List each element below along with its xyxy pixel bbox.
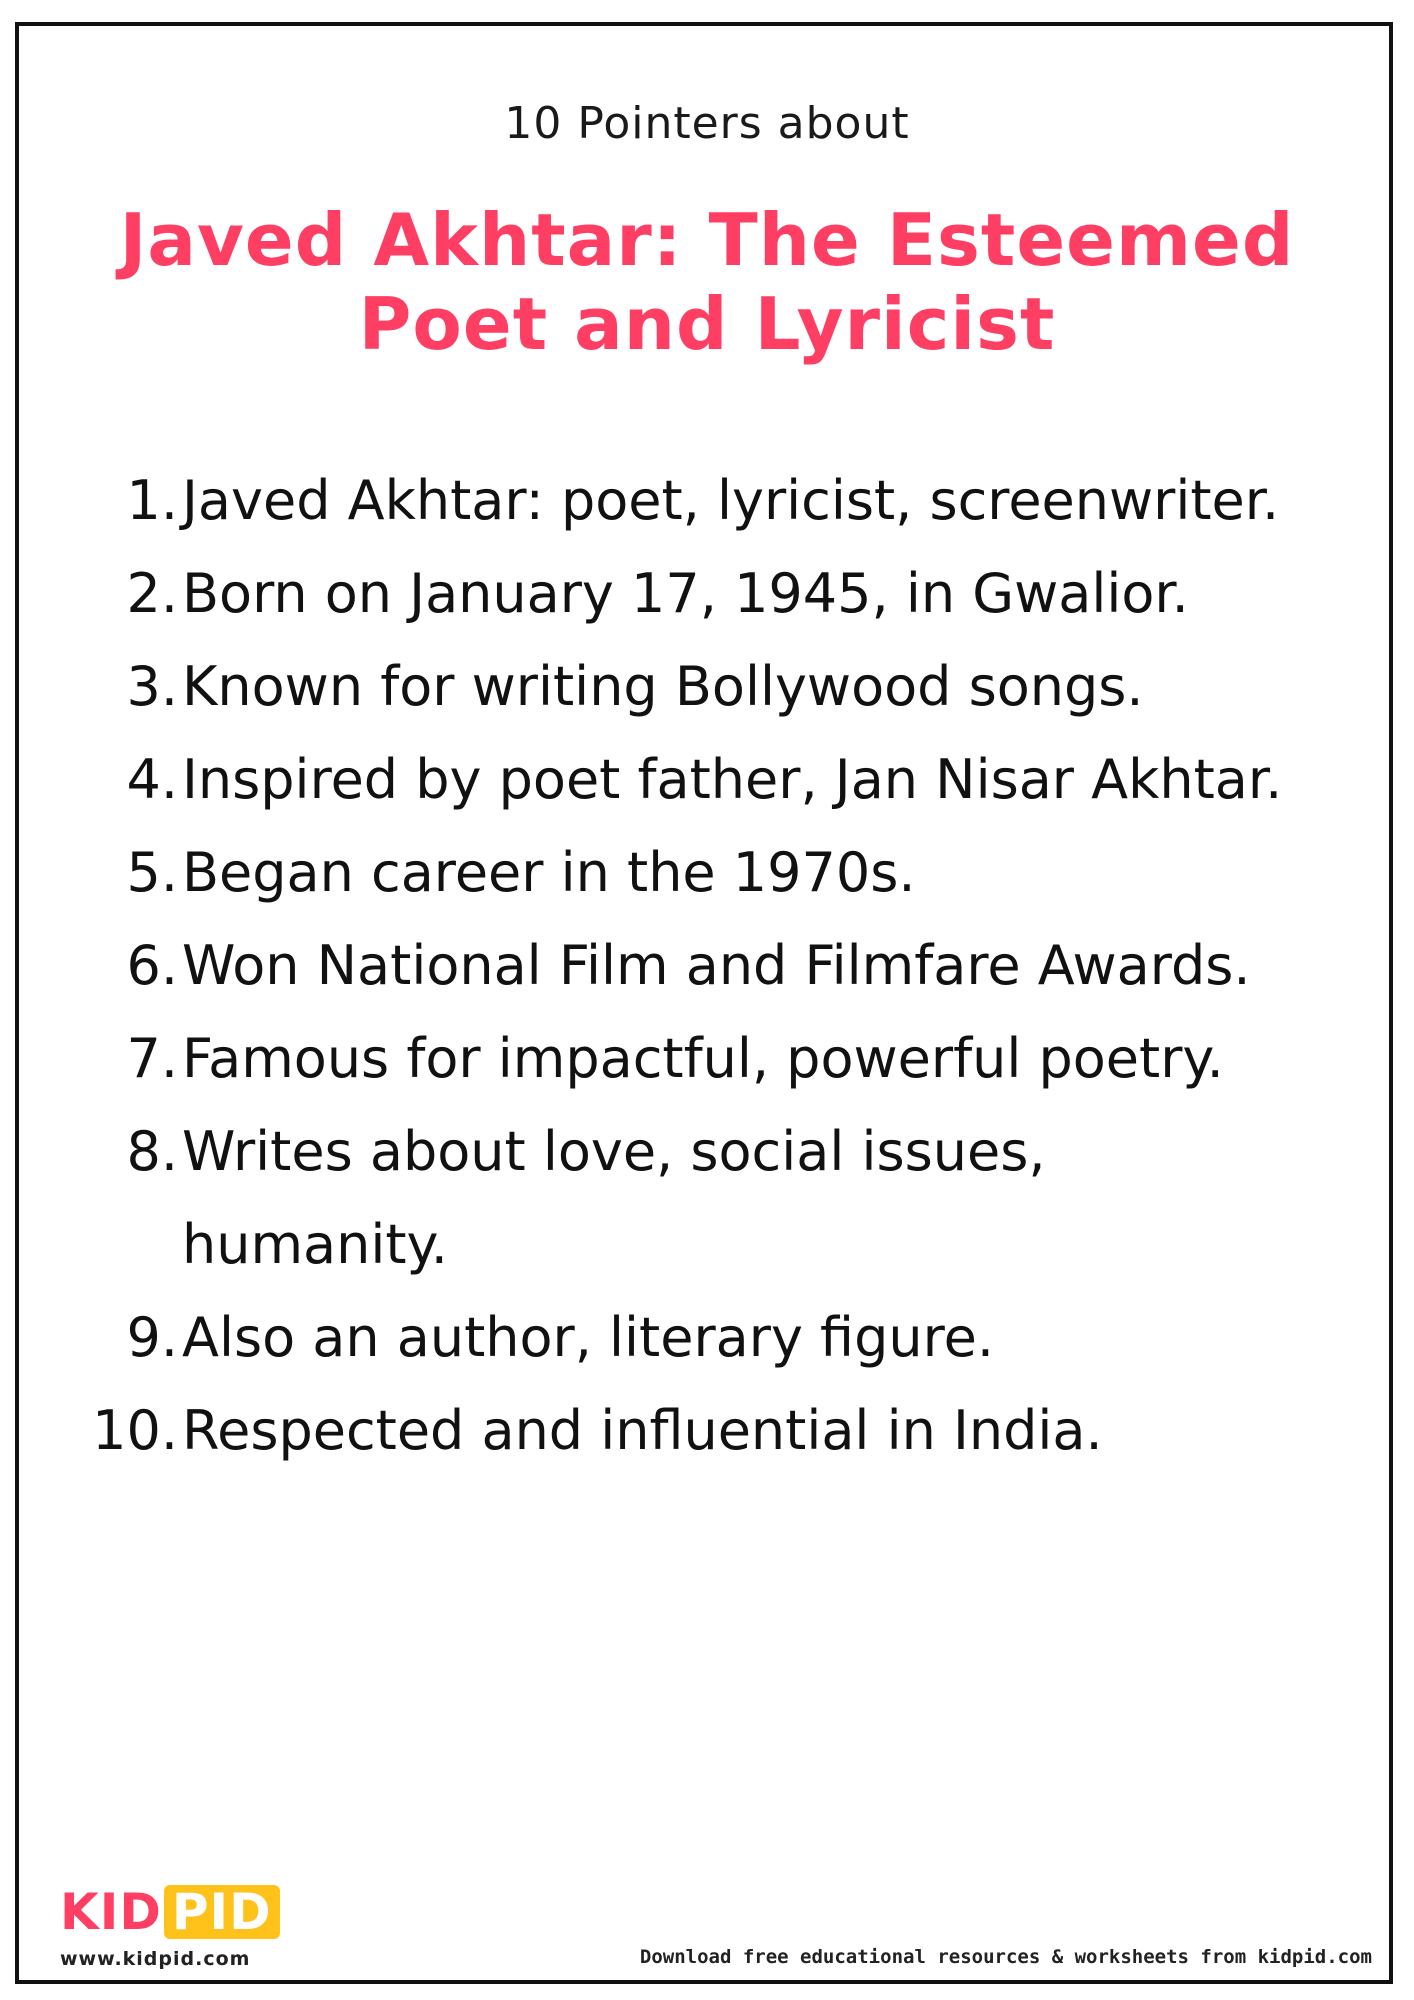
list-item (0, 733, 1414, 826)
logo-url[interactable]: www.kidpid.com (60, 1948, 251, 1970)
list-item (0, 1105, 1414, 1291)
list-item-number: 6. (126, 934, 178, 997)
footer-note: Download free educational resources & worksheets from kidpid.com (639, 1946, 1372, 1968)
list-item-text: Began career in the 1970s. (182, 841, 916, 904)
list-item-number: 1. (126, 469, 178, 532)
subtitle: 10 Pointers about (504, 98, 910, 149)
list-item-number: 2. (126, 562, 178, 625)
list-item-number: 10. (92, 1399, 178, 1462)
list-item-number: 3. (126, 655, 178, 718)
list-item (0, 454, 1414, 547)
pointer-list (0, 454, 1414, 1477)
list-item-text: Won National Film and Filmfare Awards. (182, 934, 1251, 997)
list-item-text: Also an author, literary figure. (182, 1306, 994, 1369)
logo-text-kid: KID (60, 1883, 162, 1941)
list-item (0, 1291, 1414, 1384)
list-item-text: Inspired by poet father, Jan Nisar Akhtar. (182, 748, 1283, 811)
list-item-text: Born on January 17, 1945, in Gwalior. (182, 562, 1189, 625)
list-item (0, 640, 1414, 733)
list-item (0, 919, 1414, 1012)
list-item (0, 1384, 1414, 1477)
list-item-number: 9. (126, 1306, 178, 1369)
list-item (0, 1012, 1414, 1105)
list-item-number: 5. (126, 841, 178, 904)
kidpid-logo[interactable] (60, 1885, 280, 1939)
list-item-text: Respected and influential in India. (182, 1399, 1103, 1462)
list-item-text: Javed Akhtar: poet, lyricist, screenwriter. (182, 469, 1280, 532)
page-title: Javed Akhtar: The Esteemed Poet and Lyricist (119, 198, 1295, 366)
list-item-number: 7. (126, 1027, 178, 1090)
list-item (0, 547, 1414, 640)
list-item (0, 826, 1414, 919)
logo-text-pid: PID (164, 1885, 280, 1939)
list-item-text: Known for writing Bollywood songs. (182, 655, 1144, 718)
list-item-number: 8. (126, 1120, 178, 1183)
list-item-number: 4. (126, 748, 178, 811)
list-item-text: Writes about love, social issues, humanity. (182, 1120, 1046, 1276)
list-item-text: Famous for impactful, powerful poetry. (182, 1027, 1224, 1090)
